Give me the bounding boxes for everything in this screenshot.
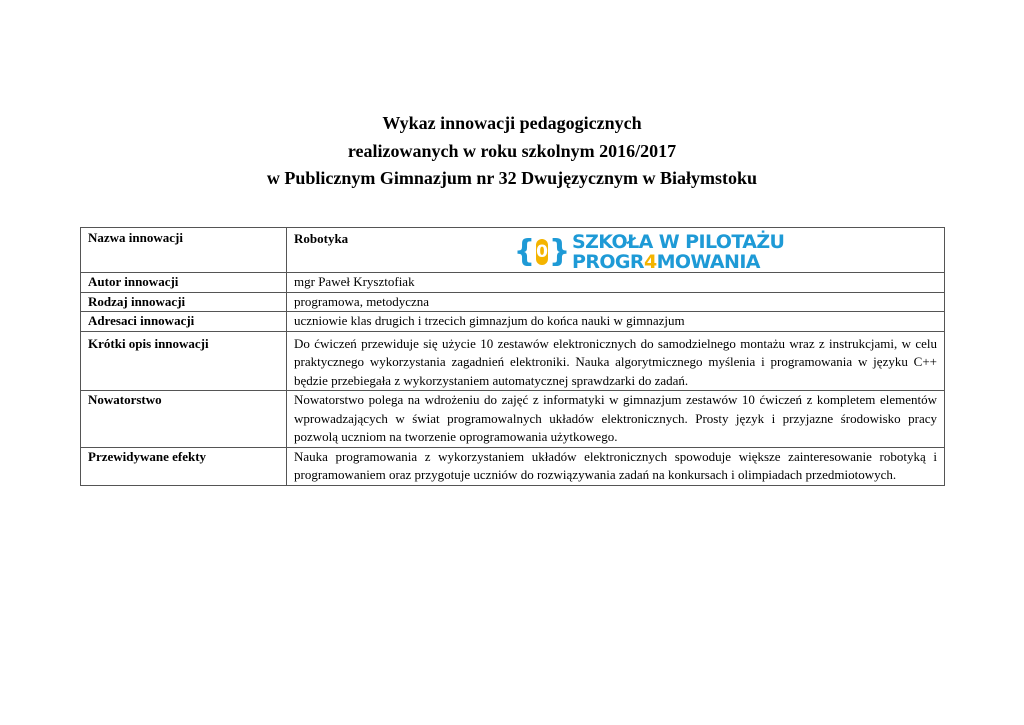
table-row-author (81, 273, 945, 293)
logo-brace-right: } (548, 234, 571, 269)
row-label-name (81, 228, 287, 273)
row-label-addressees: Adresaci innowacji (81, 312, 287, 332)
table-row-type (81, 292, 945, 312)
row-label-effects: Przewidywane efekty (81, 447, 287, 485)
logo-braces-icon (513, 234, 571, 269)
row-value-name (287, 228, 945, 273)
row-label-author: Autor innowacji (81, 273, 287, 293)
title-line-2: realizowanych w roku szkolnym 2016/2017 (347, 140, 677, 161)
row-label-description (81, 331, 287, 391)
row-value-novelty: Nowatorstwo polega na wdrożeniu do zajęć z informatyki w gimnazjum zestawów 10 ćwiczeń z kompletem elementów wprowadzających w świat programowalnych układów elektronicznych. Prosty język i przyjazne środowisko pracy pozwolą uczniom na tworzenie oprogramowania użytkowego. (287, 391, 945, 448)
document-title (0, 110, 1024, 193)
row-value-effects: Nauka programowania z wykorzystaniem układów elektronicznych spowoduje większe zainteresowanie robotyką i programowaniem oraz przygotuje uczniów do rozwiązywania zadań na konkursach i olimpiadach przedmiotowych. (287, 447, 945, 485)
title-line-1: Wykaz innowacji pedagogicznych (382, 113, 642, 133)
title-line-3: w Publicznym Gimnazjum nr 32 Dwujęzycznym w Białymstoku (266, 168, 758, 188)
program-logo (513, 231, 785, 273)
table-row-name (81, 228, 945, 273)
row-value-description (287, 331, 945, 391)
row-value-addressees: uczniowie klas drugich i trzecich gimnazjum do końca nauki w gimnazjum (287, 312, 945, 332)
logo-wordmark (572, 232, 784, 272)
value-text: Do ćwiczeń przewiduje się użycie 10 zestawów elektronicznych do samodzielnego montażu wraz z instrukcjami, w celu praktycznego wykorzystania zagadnień elektroniki. Nauka algorytmicznego myślenia i programowania w języku C++ będzie przebiegała z wykorzystaniem automatycznej sprawdzarki do zadań. (294, 335, 937, 388)
logo-line-2b: MOWANIA (656, 251, 760, 273)
table-row-effects (81, 447, 945, 485)
row-label-type: Rodzaj innowacji (81, 292, 287, 312)
label-text: Nazwa innowacji (88, 230, 183, 245)
logo-line-2 (572, 252, 784, 272)
table-row-addressees (81, 312, 945, 332)
logo-line-2a: PROGR (572, 251, 644, 273)
row-label-novelty: Nowatorstwo (81, 391, 287, 448)
label-text: Krótki opis innowacji (88, 335, 209, 351)
innovation-name: Robotyka (294, 231, 349, 246)
logo-line-1: SZKOŁA W PILOTAŻU (572, 231, 785, 253)
logo-accent-digit: 4 (643, 251, 657, 273)
logo-brace-left: { (513, 234, 536, 269)
innovation-table (80, 227, 945, 486)
row-value-type: programowa, metodyczna (287, 292, 945, 312)
row-value-author: mgr Paweł Krysztofiak (287, 273, 945, 293)
logo-zero: 0 (536, 239, 548, 265)
table-row-description (81, 331, 945, 391)
table-row-novelty (81, 391, 945, 448)
